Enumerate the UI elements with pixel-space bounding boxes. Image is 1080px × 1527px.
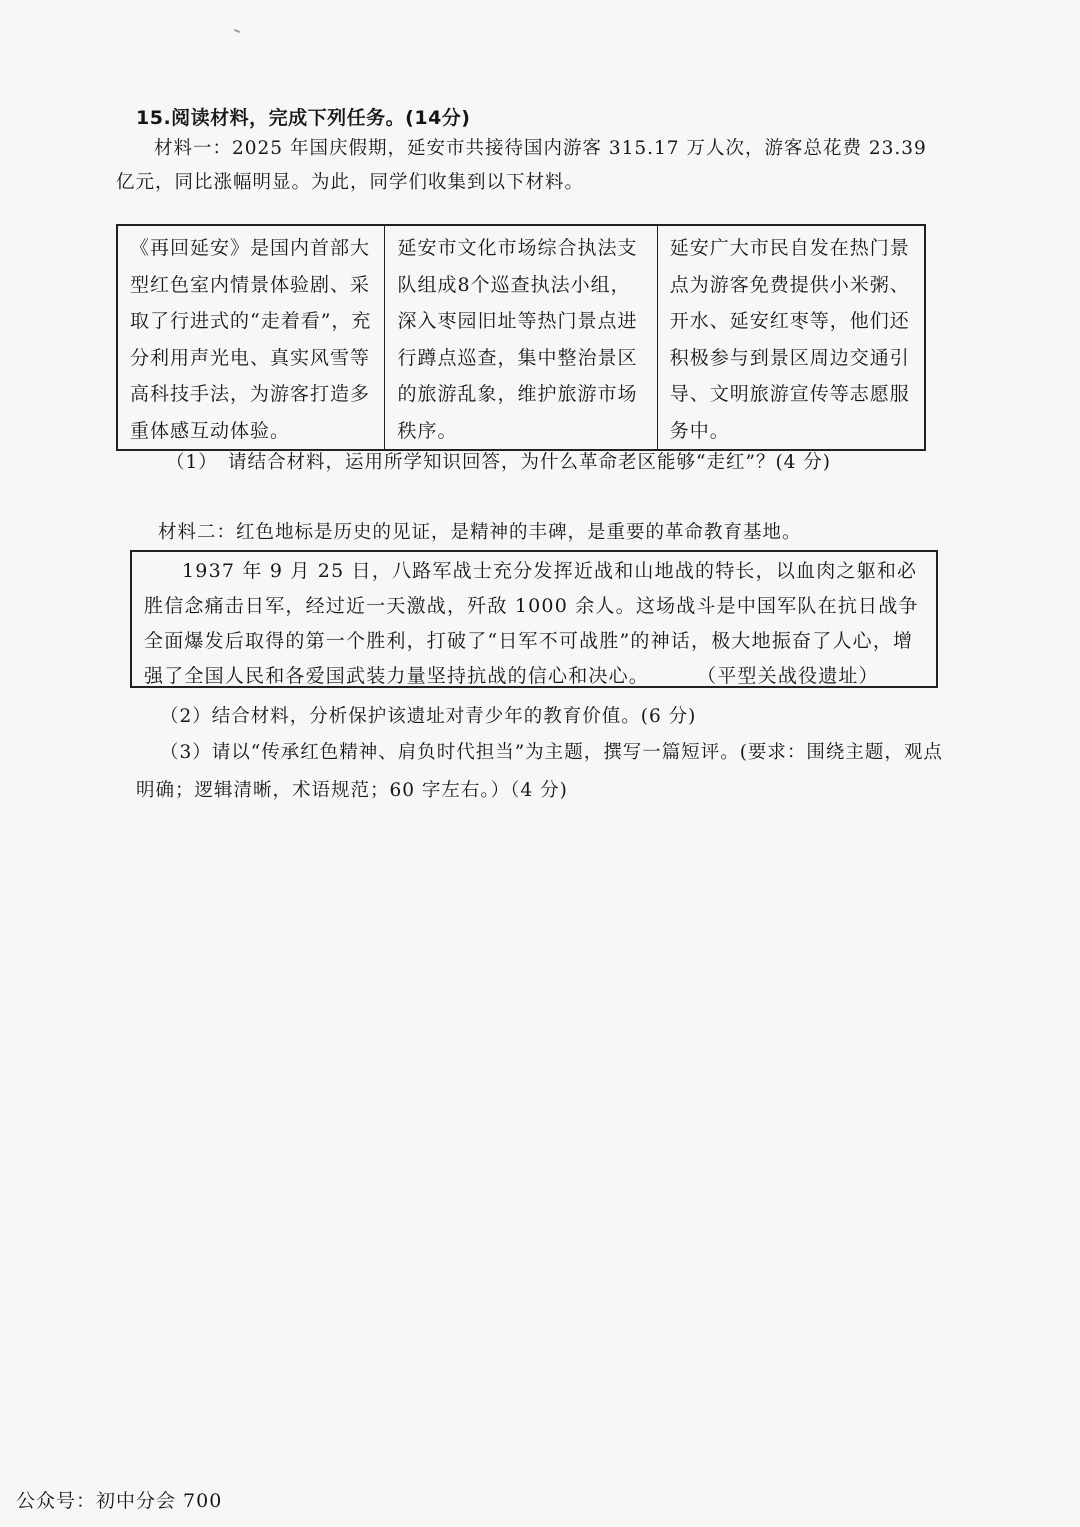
material-two-intro: 材料二：红色地标是历史的见证，是精神的丰碑，是重要的革命教育基地。 — [158, 522, 802, 543]
material-one-table — [116, 224, 926, 451]
question-title: 15.阅读材料，完成下列任务。(14分) — [136, 107, 471, 129]
material-two-box — [130, 550, 938, 688]
table-cell: 延安广大市民自发在热门景点为游客免费提供小米粥、开水、延安红枣等，他们还积极参与到景区周边交通引导、文明旅游宣传等志愿服务中。 — [657, 225, 925, 450]
sub-question-1: （1） 请结合材料，运用所学知识回答，为什么革命老区能够“走红”？(4 分) — [166, 452, 832, 473]
material-two-source: （平型关战役遗址） — [697, 665, 879, 687]
table-cell: 延安市文化市场综合执法支队组成8个巡查执法小组，深入枣园旧址等热门景点进行蹲点巡查，集中整治景区的旅游乱象，维护旅游市场秩序。 — [385, 225, 657, 450]
material-two-body: 1937 年 9 月 25 日，八路军战士充分发挥近战和山地战的特长，以血肉之躯和必胜信念痛击日军，经过近一天激战，歼敌 1000 余人。这场战斗是中国军队在抗日战争全面爆发后取得的第一个胜利，打破了“日军不可战胜”的神话，极大地振奋了人心，增强了全国人民和各爱国武装力量坚持抗战的信心和决心。 — [144, 560, 919, 687]
sub-question-2: （2）结合材料，分析保护该遗址对青少年的教育价值。(6 分) — [160, 706, 697, 727]
material-one-text: 材料一：2025 年国庆假期，延安市共接待国内游客 315.17 万人次，游客总花费 23.39 亿元，同比涨幅明显。为此，同学们收集到以下材料。 — [116, 138, 927, 193]
table-row — [117, 225, 925, 450]
sub-question-3: （3）请以“传承红色精神、肩负时代担当”为主题，撰写一篇短评。(要求：围绕主题，观点明确；逻辑清晰，术语规范；60 字左右。）（4 分) — [136, 742, 943, 801]
table-cell: 《再回延安》是国内首部大型红色室内情景体验剧、采取了行进式的“走着看”，充分利用声光电、真实风雪等高科技手法，为游客打造多重体感互动体验。 — [117, 225, 385, 450]
scan-speck — [234, 29, 240, 33]
footer-watermark: 公众号：初中分会 700 — [16, 1490, 223, 1512]
